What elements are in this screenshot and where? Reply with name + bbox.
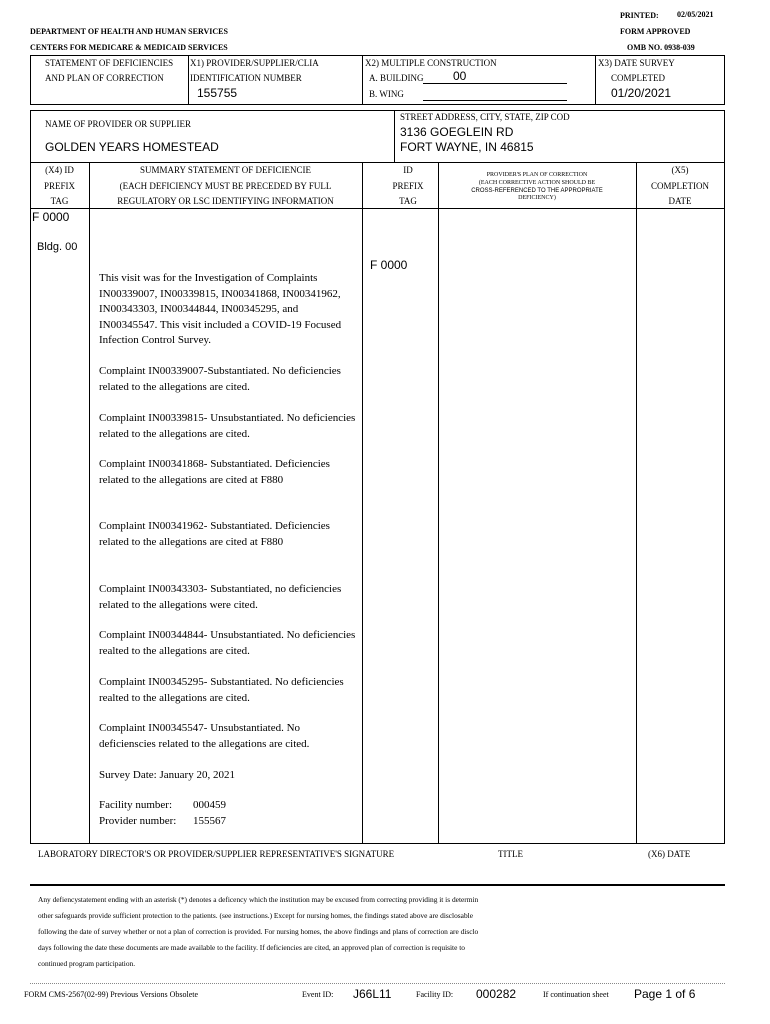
paragraph-complaint-7: Complaint IN00345295- Substantiated. No deficiencies realted to the allegations are cited. bbox=[99, 676, 344, 704]
x5-header-2: COMPLETION bbox=[651, 181, 709, 191]
table-col-divider-1 bbox=[89, 162, 90, 844]
top-box-divider-2 bbox=[362, 55, 363, 104]
paragraph-complaint-1: Complaint IN00339007-Substantiated. No deficiencies related to the allegations are cited. bbox=[99, 365, 341, 393]
x5-header-1: (X5) bbox=[671, 165, 689, 175]
provider-name-label: NAME OF PROVIDER OR SUPPLIER bbox=[45, 119, 192, 129]
paragraph-survey-date: Survey Date: January 20, 2021 bbox=[99, 769, 235, 781]
x1-label-2: IDENTIFICATION NUMBER bbox=[190, 73, 302, 83]
top-box-bottom-border bbox=[30, 104, 725, 105]
paragraph-complaint-3: Complaint IN00341868- Substantiated. Deficiencies related to the allegations are cited at F880 bbox=[99, 458, 330, 486]
x3-label-1: X3) DATE SURVEY bbox=[598, 58, 675, 68]
provider-box-left-border bbox=[30, 110, 31, 162]
top-box-top-border bbox=[30, 55, 725, 56]
disclaimer-line-2: other safeguards provide sufficient protection to the patients. (see instructions.) Except for nursing homes, the findings stated above are disclosable bbox=[38, 911, 473, 920]
facility-id-value: 000282 bbox=[476, 987, 517, 1001]
centers-title: CENTERS FOR MEDICARE & MEDICAID SERVICES bbox=[30, 43, 228, 52]
facility-id-label: Facility ID: bbox=[416, 990, 454, 999]
table-right-border bbox=[724, 162, 725, 844]
footer-separator bbox=[30, 983, 725, 984]
paragraph-complaint-8: Complaint IN00345547- Unsubstantiated. No deficienscies related to the allegations are cited. bbox=[99, 722, 310, 750]
provider-number-label: Provider number: bbox=[99, 815, 177, 827]
x5-header-3: DATE bbox=[668, 196, 692, 206]
continuation-label: If continuation sheet bbox=[543, 990, 609, 999]
wing-underline bbox=[423, 100, 567, 101]
right-tag: F 0000 bbox=[370, 258, 408, 272]
provider-box-bottom-border bbox=[30, 162, 725, 163]
survey-completed-date: 01/20/2021 bbox=[611, 86, 672, 100]
paragraph-complaint-6: Complaint IN00344844- Unsubstantiated. No deficiencies realted to the allegations are cited. bbox=[99, 629, 356, 657]
event-id-label: Event ID: bbox=[302, 990, 334, 999]
provider-box-top-border bbox=[30, 110, 725, 111]
provider-name-value: GOLDEN YEARS HOMESTEAD bbox=[45, 140, 219, 154]
provider-id-value: 155755 bbox=[197, 86, 238, 100]
paragraph-complaint-2: Complaint IN00339815- Unsubstantiated. No deficiencies related to the allegations are cited. bbox=[99, 412, 356, 440]
x4-header-2: PREFIX bbox=[43, 181, 75, 191]
disclaimer-line-5: continued program participation. bbox=[38, 959, 136, 968]
signature-title-label: TITLE bbox=[498, 849, 523, 859]
plan-header-2: (EACH CORRECTIVE ACTION SHOULD BE bbox=[478, 180, 596, 186]
form-number: FORM CMS-2567(02-99) Previous Versions Obsolete bbox=[24, 990, 199, 999]
table-col-divider-4 bbox=[636, 162, 637, 844]
disclaimer-line-3: following the date of survey whether or not a plan of correction is provided. For nursing homes, the above findings and plans of correction are disclo bbox=[38, 927, 479, 936]
department-title: DEPARTMENT OF HEALTH AND HUMAN SERVICES bbox=[30, 27, 228, 36]
x2-label: X2) MULTIPLE CONSTRUCTION bbox=[365, 58, 497, 68]
facility-number-value: 000459 bbox=[193, 799, 226, 811]
provider-number-value: 155567 bbox=[193, 815, 226, 827]
printed-date: 02/05/2021 bbox=[677, 10, 714, 19]
id-header-3: TAG bbox=[399, 196, 417, 206]
x4-header-1: (X4) ID bbox=[45, 165, 74, 175]
signature-bottom-border bbox=[30, 884, 725, 886]
paragraph-complaint-5: Complaint IN00343303- Substantiated, no deficiencies related to the allegations were cited. bbox=[99, 583, 342, 611]
top-box-left-border bbox=[30, 55, 31, 104]
plan-header-1: PROVIDER'S PLAN OF CORRECTION bbox=[486, 172, 588, 178]
statement-label-2: AND PLAN OF CORRECTION bbox=[45, 73, 164, 83]
provider-box-right-border bbox=[724, 110, 725, 162]
id-header-2: PREFIX bbox=[392, 181, 424, 191]
id-header-1: ID bbox=[403, 165, 413, 175]
statement-label-1: STATEMENT OF DEFICIENCIES bbox=[45, 58, 174, 68]
building-underline bbox=[423, 83, 567, 84]
signature-date-label: (X6) DATE bbox=[648, 849, 691, 859]
page-number: Page 1 of 6 bbox=[634, 987, 696, 1001]
printed-label: PRINTED: bbox=[620, 11, 659, 20]
address-label: STREET ADDRESS, CITY, STATE, ZIP COD bbox=[400, 112, 570, 122]
top-box-right-border bbox=[724, 55, 725, 104]
x3-label-2: COMPLETED bbox=[611, 73, 665, 83]
form-approved: FORM APPROVED bbox=[620, 27, 691, 36]
x1-label-1: X1) PROVIDER/SUPPLIER/CLIA bbox=[190, 58, 319, 68]
column-header-bottom-border bbox=[30, 208, 725, 209]
plan-header-3: CROSS-REFERENCED TO THE APPROPRIATE bbox=[471, 188, 603, 194]
wing-label: B. WING bbox=[369, 89, 404, 99]
building-tag: Bldg. 00 bbox=[37, 241, 78, 253]
signature-label: LABORATORY DIRECTOR'S OR PROVIDER/SUPPLIER REPRESENTATIVE'S SIGNATURE bbox=[38, 849, 395, 859]
paragraph-complaint-4: Complaint IN00341962- Substantiated. Deficiencies related to the allegations are cited at F880 bbox=[99, 520, 330, 548]
top-box-divider-1 bbox=[188, 55, 189, 104]
summary-header-3: REGULATORY OR LSC IDENTIFYING INFORMATION bbox=[117, 196, 334, 206]
provider-box-divider bbox=[394, 110, 395, 162]
table-bottom-border bbox=[30, 843, 725, 844]
event-id-value: J66L11 bbox=[353, 987, 392, 1001]
summary-header-2: (EACH DEFICIENCY MUST BE PRECEDED BY FULL bbox=[119, 181, 332, 191]
disclaimer-line-4: days following the date these documents are made available to the facility. If deficiencies are cited, an approved plan of correction is requisite to bbox=[38, 943, 465, 952]
plan-header-4: DEFICIENCY) bbox=[518, 195, 556, 201]
omb-number: OMB NO. 0938-039 bbox=[627, 43, 695, 52]
table-col-divider-3 bbox=[438, 162, 439, 844]
table-left-border bbox=[30, 162, 31, 844]
building-value: 00 bbox=[453, 69, 467, 83]
x4-header-3: TAG bbox=[50, 196, 69, 206]
paragraph-intro: This visit was for the Investigation of Complaints IN00339007, IN00339815, IN00341868, IN00341962, IN00343303, IN00344844, IN00345295, and IN00345547. This visit included a COVID-19 Focused Infection Control Survey. bbox=[99, 272, 342, 346]
top-box-divider-3 bbox=[595, 55, 596, 104]
disclaimer-line-1: Any defiencystatement ending with an asterisk (*) denotes a deficency which the institution may be excused from correcting providing it is determin bbox=[38, 895, 479, 904]
address-line-1: 3136 GOEGLEIN RD bbox=[400, 125, 514, 139]
left-tag: F 0000 bbox=[32, 210, 70, 224]
table-col-divider-2 bbox=[362, 162, 363, 844]
address-line-2: FORT WAYNE, IN 46815 bbox=[400, 140, 534, 154]
facility-number-label: Facility number: bbox=[99, 799, 173, 811]
summary-header-1: SUMMARY STATEMENT OF DEFICIENCIE bbox=[139, 165, 312, 175]
building-label: A. BUILDING bbox=[369, 73, 424, 83]
